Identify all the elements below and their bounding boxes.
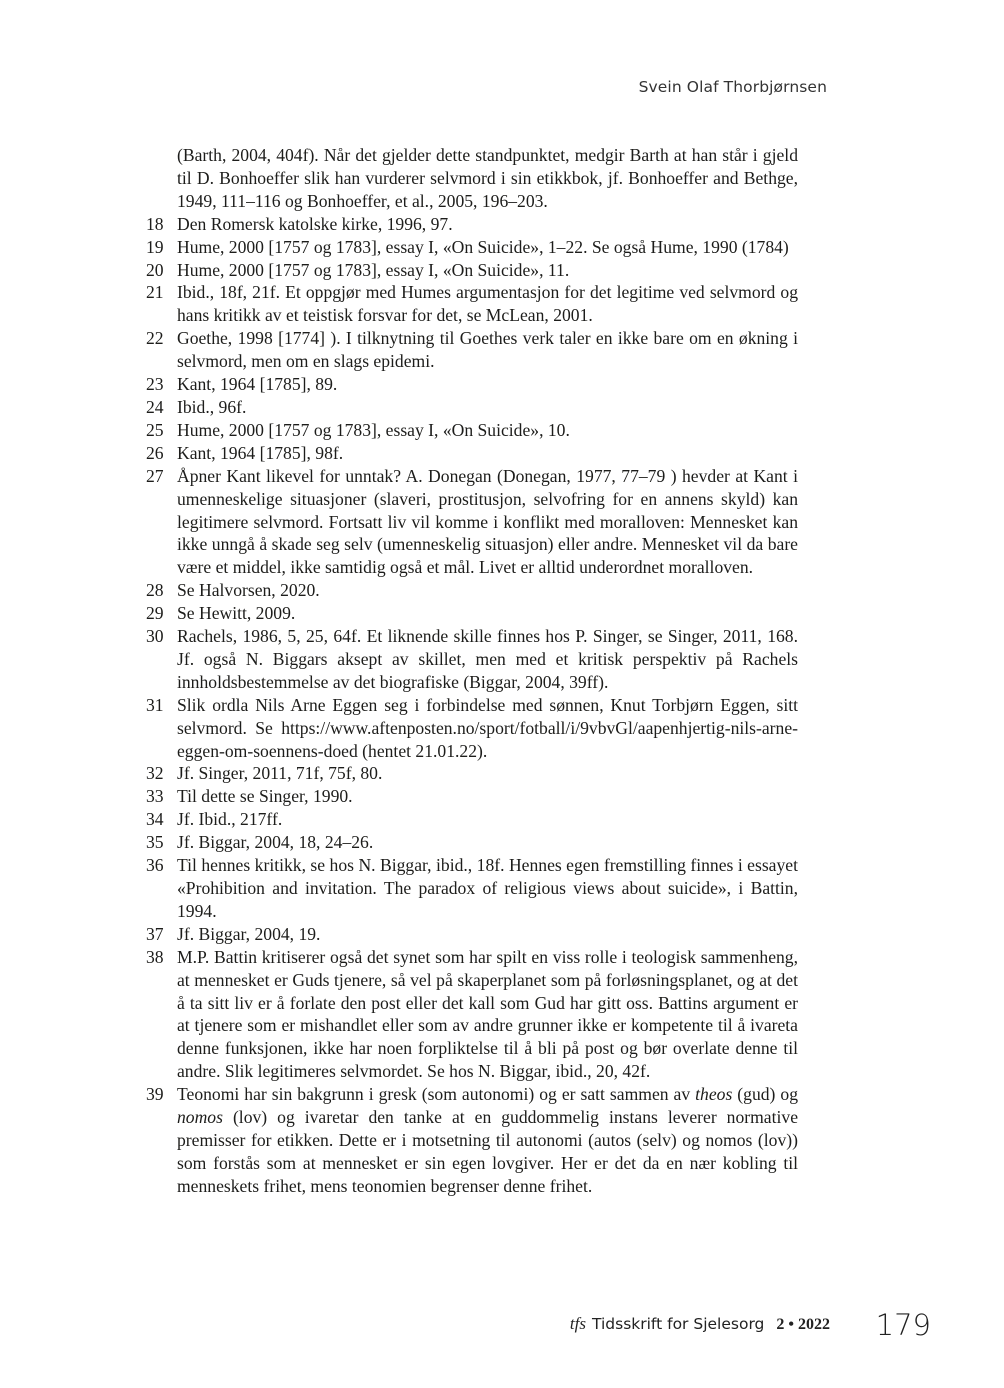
- endnote-number: 23: [146, 374, 164, 395]
- endnote-number: 21: [146, 282, 164, 303]
- endnote-28: [146, 579, 798, 602]
- endnote-29: [146, 602, 798, 625]
- endnote-italic-term: theos: [695, 1084, 733, 1105]
- endnote-38: [146, 946, 798, 1083]
- endnote-23: [146, 373, 798, 396]
- endnote-text: Den Romersk katolske kirke, 1996, 97.: [177, 213, 453, 234]
- endnote-27: [146, 465, 798, 580]
- endnote-text: [177, 1083, 798, 1198]
- endnote-number: 34: [146, 809, 164, 830]
- endnote-text: Ibid., 96f.: [177, 396, 247, 417]
- endnote-24: [146, 396, 798, 419]
- endnote-text-part: (gud) og: [732, 1084, 798, 1105]
- journal-abbreviation: tfs: [569, 1314, 586, 1333]
- endnote-text: Åpner Kant likevel for unntak? A. Donegan (Donegan, 1977, 77–79 ) hevder at Kant i umenneskelige situasjoner (slaveri, prostitusjon, selvofring for en annens skyld) kan legitimere selvmord. Fortsatt liv vil komme i konflikt med moralloven: Mennesket kan ikke unngå å skade seg selv (umenneskelig situasjon) eller andre. Mennesket vil da bare være et middel, ikke samtidig også et mål. Livet er alltid underordnet moralloven.: [177, 465, 798, 578]
- endnote-number: 18: [146, 213, 164, 234]
- endnote-text: (Barth, 2004, 404f). Når det gjelder dette standpunktet, medgir Barth at han står i gjeld til D. Bonhoeffer slik han vurderer selvmord i sin etikkbok, jf. Bonhoeffer and Bethge, 1949, 111–116 og Bonhoeffer, et al., 2005, 196–203.: [177, 145, 798, 211]
- endnote-19: [146, 236, 798, 259]
- endnote-text-part: (lov) og ivaretar den tanke at en guddommelig instans leverer normative premisser for etikken. Dette er i motsetning til autonomi (autos (selv) og nomos (lov)) som forstås som at mennesket er sin egen lovgiver. Her er det da en nær kobling til menneskets frihet, mens teonomien begrenser denne frihet.: [177, 1107, 798, 1196]
- endnote-text: Hume, 2000 [1757 og 1783], essay I, «On Suicide», 11.: [177, 259, 570, 280]
- endnote-number: 20: [146, 259, 164, 280]
- endnote-text: Jf. Biggar, 2004, 18, 24–26.: [177, 832, 374, 853]
- endnote-number: [146, 144, 177, 213]
- endnote-text: Jf. Ibid., 217ff.: [177, 809, 283, 830]
- endnote-continuation: [146, 144, 798, 213]
- endnote-number: 28: [146, 580, 164, 601]
- endnote-32: [146, 762, 798, 785]
- endnote-number: 35: [146, 832, 164, 853]
- endnote-number: 29: [146, 603, 164, 624]
- endnote-number: 36: [146, 855, 164, 876]
- journal-issue: 2 • 2022: [776, 1316, 830, 1333]
- endnote-35: [146, 831, 798, 854]
- endnote-number: 31: [146, 694, 164, 715]
- endnote-text: Til hennes kritikk, se hos N. Biggar, ibid., 18f. Hennes egen fremstilling finnes i essayet «Prohibition and invitation. The paradox of religious views about suicide», i Battin, 1994.: [177, 855, 798, 921]
- endnote-25: [146, 419, 798, 442]
- endnote-text: Goethe, 1998 [1774] ). I tilknytning til Goethes verk taler en ikke bare om en økning i selvmord, men om en slags epidemi.: [177, 328, 798, 372]
- endnote-number: 38: [146, 946, 164, 967]
- endnote-text: Kant, 1964 [1785], 89.: [177, 374, 338, 395]
- running-header-author: Svein Olaf Thorbjørnsen: [638, 78, 827, 96]
- endnote-22: [146, 327, 798, 373]
- endnote-italic-term: nomos: [177, 1107, 223, 1128]
- endnote-number: 26: [146, 442, 164, 463]
- endnote-37: [146, 923, 798, 946]
- endnote-text: Rachels, 1986, 5, 25, 64f. Et liknende skille finnes hos P. Singer, se Singer, 2011, 168. Jf. også N. Biggars aksept av skillet, men med et kritisk perspektiv på Rachels innholdsbestemmelse av det biografiske (Biggar, 2004, 39ff).: [177, 626, 798, 692]
- endnote-30: [146, 625, 798, 694]
- endnote-number: 27: [146, 465, 164, 486]
- endnote-text: Jf. Biggar, 2004, 19.: [177, 923, 321, 944]
- endnote-number: 33: [146, 786, 164, 807]
- running-footer: [570, 1314, 830, 1334]
- endnote-21: [146, 281, 798, 327]
- endnote-text: Hume, 2000 [1757 og 1783], essay I, «On Suicide», 10.: [177, 419, 570, 440]
- endnote-33: [146, 785, 798, 808]
- endnote-text: Til dette se Singer, 1990.: [177, 786, 353, 807]
- endnote-text: M.P. Battin kritiserer også det synet som har spilt en viss rolle i teologisk sammenheng, at mennesket er Guds tjenere, så vel på skaperplanet som på forløsningsplanet, og at det å ta sitt liv er å forlate den post eller det kall som Gud har gitt oss. Battins argument er at tjenere som er mishandlet eller som av andre grunner ikke er kompetente til å ivareta denne funksjonen, ikke har noen forpliktelse til å bli på post og bør overlate denne til andre. Slik legitimeres selvmordet. Se hos N. Biggar, ibid., 20, 42f.: [177, 946, 798, 1082]
- endnote-number: 25: [146, 419, 164, 440]
- endnote-39: [146, 1083, 798, 1198]
- endnote-text: Se Halvorsen, 2020.: [177, 580, 320, 601]
- endnote-31: [146, 694, 798, 763]
- endnote-number: 19: [146, 236, 164, 257]
- endnote-number: 32: [146, 763, 164, 784]
- endnote-number: 24: [146, 396, 164, 417]
- endnote-20: [146, 259, 798, 282]
- endnotes-list: [146, 144, 798, 1198]
- endnote-text: Slik ordla Nils Arne Eggen seg i forbindelse med sønnen, Knut Torbjørn Eggen, sitt selvmord. Se https://www.aftenposten.no/sport/fotball/i/9vbvGl/aapenhjertig-nils-arne-eggen-om-soennens-doed (hentet 21.01.22).: [177, 694, 798, 761]
- endnote-text: Se Hewitt, 2009.: [177, 603, 296, 624]
- endnote-number: 37: [146, 923, 164, 944]
- endnote-text: Ibid., 18f, 21f. Et oppgjør med Humes argumentasjon for det legitime ved selvmord og hans kritikk av et teistisk forsvar for det, se McLean, 2001.: [177, 282, 798, 326]
- page-number: 179: [875, 1308, 931, 1342]
- journal-name: Tidsskrift for Sjelesorg: [591, 1315, 765, 1333]
- endnote-text-part: Teonomi har sin bakgrunn i gresk (som autonomi) og er satt sammen av: [177, 1084, 696, 1105]
- endnote-number: 22: [146, 328, 164, 349]
- endnote-18: [146, 213, 798, 236]
- endnote-text: Kant, 1964 [1785], 98f.: [177, 442, 344, 463]
- endnote-26: [146, 442, 798, 465]
- endnote-number: 39: [146, 1084, 164, 1105]
- endnote-text: Jf. Singer, 2011, 71f, 75f, 80.: [177, 763, 383, 784]
- endnote-number: 30: [146, 626, 164, 647]
- endnote-34: [146, 808, 798, 831]
- endnote-36: [146, 854, 798, 923]
- endnote-text: Hume, 2000 [1757 og 1783], essay I, «On Suicide», 1–22. Se også Hume, 1990 (1784): [177, 236, 789, 257]
